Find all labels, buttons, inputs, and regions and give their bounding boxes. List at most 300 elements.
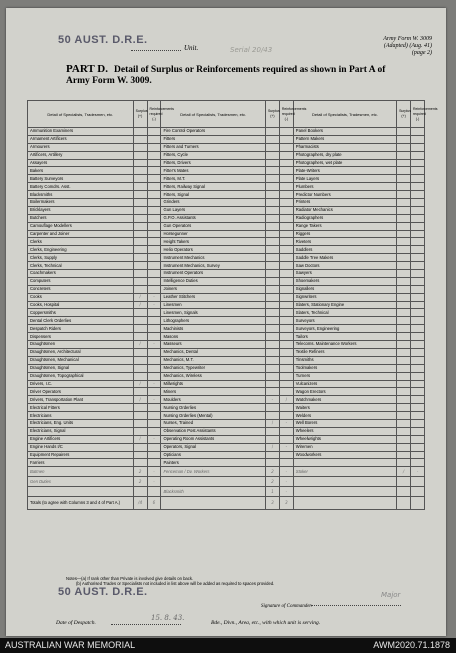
trade-cell: Bakers — [28, 167, 134, 175]
table-row — [28, 435, 425, 443]
surplus-cell — [133, 317, 147, 325]
trade-cell: Fire Control Operators — [161, 128, 265, 136]
reinforcement-cell — [147, 427, 161, 435]
trade-cell: Butchers — [28, 214, 134, 222]
handwritten-trade: Batmen — [28, 467, 134, 477]
surplus-cell — [265, 214, 279, 222]
reinforcement-cell — [147, 230, 161, 238]
surplus-cell — [397, 333, 411, 341]
trade-cell: Clerks — [28, 238, 134, 246]
trade-cell: Surveyors — [293, 317, 396, 325]
reinforcement-cell — [279, 404, 293, 412]
unit-label: Unit. — [184, 44, 199, 52]
surplus-cell — [265, 262, 279, 270]
reinforcement-cell — [147, 309, 161, 317]
surplus-cell: / — [133, 293, 147, 301]
reinforcement-cell — [411, 427, 425, 435]
pencil-serial-note: Serial 20/43 — [230, 46, 273, 54]
handwritten-row — [28, 467, 425, 477]
handwritten-mark — [147, 487, 161, 497]
surplus-cell — [397, 230, 411, 238]
form-ref-line: (Adapted) (Aug. 41) — [383, 43, 432, 49]
reinforcement-cell — [279, 254, 293, 262]
table-row — [28, 451, 425, 459]
reinforcement-cell — [279, 356, 293, 364]
reinforcement-cell — [147, 175, 161, 183]
surplus-cell: / — [133, 301, 147, 309]
handwritten-mark — [411, 477, 425, 487]
trade-cell: Draughtsmen, Architectural — [28, 348, 134, 356]
trade-cell: Equipment Repairers — [28, 451, 134, 459]
unit-stamp: 50 AUST. D.R.E. — [58, 34, 148, 46]
surplus-cell — [265, 151, 279, 159]
trade-cell: Mechanics, Dental — [161, 348, 265, 356]
trade-cell: Plate-Writers — [293, 167, 396, 175]
surplus-cell — [265, 293, 279, 301]
surplus-cell — [397, 285, 411, 293]
reinforcement-cell — [147, 285, 161, 293]
table-row — [28, 143, 425, 151]
trade-cell: Ammunition Examiners — [28, 128, 134, 136]
totals-reinforcements — [411, 497, 425, 510]
table-row — [28, 128, 425, 136]
col-header-surplus: Surplus (+) — [397, 101, 411, 128]
table-row — [28, 135, 425, 143]
trade-cell: Turners — [293, 372, 396, 380]
trade-cell: Vulcanizers — [293, 380, 396, 388]
surplus-cell: / — [265, 419, 279, 427]
trade-cell: Instrument Mechanics, Survey — [161, 262, 265, 270]
trade-cell: Painters — [161, 459, 265, 467]
reinforcement-cell — [147, 443, 161, 451]
surplus-cell — [133, 254, 147, 262]
reinforcement-cell — [279, 412, 293, 420]
reinforcement-cell — [147, 222, 161, 230]
table-row — [28, 206, 425, 214]
reinforcement-cell — [279, 214, 293, 222]
handwritten-row — [28, 477, 425, 487]
surplus-cell — [133, 238, 147, 246]
trade-cell: Saddle Tree Makers — [293, 254, 396, 262]
surplus-cell — [397, 238, 411, 246]
surplus-cell — [133, 183, 147, 191]
reinforcement-cell — [279, 435, 293, 443]
trade-cell: Masseurs — [161, 341, 265, 349]
trade-cell: Fitters, Drivers — [161, 159, 265, 167]
trade-cell: Battery Surveyors — [28, 175, 134, 183]
trade-cell: Waiters — [293, 404, 396, 412]
surplus-cell — [133, 443, 147, 451]
reinforcement-cell — [411, 238, 425, 246]
trade-cell: Cooks, Hospital — [28, 301, 134, 309]
reinforcement-cell — [147, 459, 161, 467]
trade-cell: Fitters, Cycle — [161, 151, 265, 159]
reinforcement-cell — [411, 262, 425, 270]
trade-cell: Riggers — [293, 230, 396, 238]
handwritten-trade: Gen Duties — [28, 477, 134, 487]
table-row — [28, 341, 425, 349]
trade-cell: Sawyers — [293, 270, 396, 278]
reinforcement-cell — [411, 356, 425, 364]
trade-cell: Millwrights — [161, 380, 265, 388]
trade-cell: Wheelwrights — [293, 435, 396, 443]
trade-cell: Shoemakers — [293, 277, 396, 285]
reinforcement-cell — [411, 151, 425, 159]
surplus-cell — [397, 199, 411, 207]
reinforcement-cell — [279, 175, 293, 183]
surplus-cell — [265, 254, 279, 262]
surplus-cell — [133, 159, 147, 167]
handwritten-mark: / — [397, 467, 411, 477]
surplus-cell — [265, 222, 279, 230]
surplus-cell — [133, 206, 147, 214]
surplus-cell — [265, 412, 279, 420]
reinforcement-cell — [411, 128, 425, 136]
surplus-cell — [133, 135, 147, 143]
totals-surplus — [397, 497, 411, 510]
reinforcement-cell — [279, 380, 293, 388]
reinforcement-cell — [279, 230, 293, 238]
col-header-detail: Detail of Specialists, Tradesmen, etc. — [28, 101, 134, 128]
surplus-cell — [397, 293, 411, 301]
reinforcement-cell — [279, 325, 293, 333]
handwritten-trade — [161, 477, 265, 487]
trade-cell: Operators, Signal — [161, 443, 265, 451]
table-row — [28, 380, 425, 388]
trade-cell: Engine Hands I/C — [28, 443, 134, 451]
title-part: PART D. — [66, 63, 108, 75]
reinforcement-cell — [279, 285, 293, 293]
reinforcement-cell — [147, 199, 161, 207]
trade-cell: Wheelers — [293, 427, 396, 435]
reinforcement-cell — [411, 443, 425, 451]
trade-cell: Blacksmiths — [28, 191, 134, 199]
surplus-cell — [265, 309, 279, 317]
surplus-cell — [397, 388, 411, 396]
table-row — [28, 443, 425, 451]
table-row — [28, 254, 425, 262]
surplus-cell — [265, 380, 279, 388]
reinforcement-cell — [279, 151, 293, 159]
reinforcement-cell: - — [147, 380, 161, 388]
reinforcement-cell: - — [279, 443, 293, 451]
table-row — [28, 293, 425, 301]
table-row — [28, 388, 425, 396]
reinforcement-cell — [279, 348, 293, 356]
trade-cell: Textile Refiners — [293, 348, 396, 356]
trade-cell: Fitters, Signal — [161, 191, 265, 199]
surplus-cell — [265, 143, 279, 151]
specialists-table — [27, 100, 438, 510]
surplus-cell — [397, 348, 411, 356]
trade-cell: Armourers — [28, 143, 134, 151]
surplus-cell — [133, 348, 147, 356]
surplus-cell — [397, 309, 411, 317]
trade-cell: Grinders — [161, 199, 265, 207]
reinforcement-cell — [279, 199, 293, 207]
trade-cell: Concreters — [28, 285, 134, 293]
table-row — [28, 309, 425, 317]
surplus-cell — [397, 206, 411, 214]
reinforcement-cell: - — [147, 293, 161, 301]
reinforcement-cell — [411, 435, 425, 443]
reinforcement-cell — [411, 364, 425, 372]
surplus-cell — [265, 277, 279, 285]
trade-cell: Bricklayers — [28, 206, 134, 214]
totals-blank — [161, 497, 265, 510]
surplus-cell — [397, 341, 411, 349]
handwritten-mark: 2 — [265, 467, 279, 477]
reinforcement-cell — [279, 309, 293, 317]
reinforcement-cell — [279, 372, 293, 380]
trade-cell: Opticians — [161, 451, 265, 459]
surplus-cell — [397, 301, 411, 309]
reinforcement-cell — [279, 128, 293, 136]
surplus-cell — [265, 435, 279, 443]
surplus-cell — [265, 301, 279, 309]
surplus-cell — [133, 214, 147, 222]
trade-cell: Miners — [161, 388, 265, 396]
handwritten-mark: - — [279, 487, 293, 497]
reinforcement-cell — [147, 364, 161, 372]
trade-cell: Fitters, Railway Signal — [161, 183, 265, 191]
reinforcement-cell: - — [147, 301, 161, 309]
form-title — [66, 64, 386, 87]
reinforcement-cell — [147, 191, 161, 199]
reinforcement-cell — [411, 396, 425, 404]
reinforcement-cell — [279, 270, 293, 278]
trade-cell: Tinsmiths — [293, 356, 396, 364]
reinforcement-cell — [411, 380, 425, 388]
date-value: 15. 8. 43. — [151, 614, 185, 622]
reinforcement-cell — [411, 183, 425, 191]
totals-row — [28, 497, 425, 510]
handwritten-mark: - — [279, 467, 293, 477]
table-row — [28, 191, 425, 199]
reinforcement-cell — [279, 191, 293, 199]
col-header-detail: Detail of Specialists, Tradesmen, etc. — [161, 101, 265, 128]
trade-cell: Saddlers — [293, 246, 396, 254]
reinforcement-cell — [411, 230, 425, 238]
surplus-cell — [397, 246, 411, 254]
bde-label: Bde., Divn., Area, etc., with which unit is serving. — [211, 620, 321, 626]
col-header-surplus: Surplus (+) — [133, 101, 147, 128]
surplus-cell — [133, 191, 147, 199]
surplus-cell — [133, 459, 147, 467]
trade-cell: Electricians, Signal — [28, 427, 134, 435]
surplus-cell — [397, 135, 411, 143]
reinforcement-cell — [279, 427, 293, 435]
trade-cell: Coachmakers — [28, 270, 134, 278]
table-row — [28, 246, 425, 254]
trade-cell: Linesmen — [161, 301, 265, 309]
surplus-cell — [265, 404, 279, 412]
trade-cell: Surveyors, Engineering — [293, 325, 396, 333]
trade-cell — [293, 459, 396, 467]
surplus-cell — [133, 333, 147, 341]
trade-cell: Camouflage Modellers — [28, 222, 134, 230]
title-text: Detail of Surplus or Reinforcements required as shown in Part A of Army Form W. 3009. — [66, 65, 386, 86]
trade-cell: Linesmen, Signals — [161, 309, 265, 317]
trade-cell: Battery Comdrs. Asst. — [28, 183, 134, 191]
surplus-cell — [265, 333, 279, 341]
trade-cell: Machinists — [161, 325, 265, 333]
surplus-cell — [133, 199, 147, 207]
trade-cell: Operating Room Assistants — [161, 435, 265, 443]
trade-cell: Armament Artificers — [28, 135, 134, 143]
trade-cell: Clerks, Supply — [28, 254, 134, 262]
handwritten-mark — [133, 487, 147, 497]
surplus-cell — [397, 270, 411, 278]
surplus-cell — [133, 419, 147, 427]
surplus-cell — [265, 167, 279, 175]
surplus-cell — [265, 364, 279, 372]
trade-cell: Pattern Makers — [293, 135, 396, 143]
surplus-cell — [133, 364, 147, 372]
handwritten-mark: 2 — [265, 477, 279, 487]
surplus-cell — [265, 206, 279, 214]
reinforcement-cell — [411, 341, 425, 349]
reinforcement-cell — [147, 246, 161, 254]
surplus-cell — [397, 325, 411, 333]
col-header-reinforcements: Reinforcements required (-) — [411, 101, 425, 128]
handwritten-trade: Blacksmith — [161, 487, 265, 497]
reinforcement-cell — [411, 459, 425, 467]
surplus-cell — [397, 143, 411, 151]
trade-cell: Boilermakers — [28, 199, 134, 207]
surplus-cell — [397, 435, 411, 443]
surplus-cell — [265, 459, 279, 467]
reinforcement-cell — [279, 451, 293, 459]
surplus-cell — [133, 270, 147, 278]
handwritten-trade — [293, 477, 396, 487]
surplus-cell — [397, 372, 411, 380]
surplus-cell — [133, 427, 147, 435]
reinforcement-cell — [279, 246, 293, 254]
surplus-cell — [397, 128, 411, 136]
reinforcement-cell — [147, 419, 161, 427]
surplus-cell — [133, 451, 147, 459]
reinforcement-cell — [411, 246, 425, 254]
surplus-cell — [265, 128, 279, 136]
trade-cell: Dental Clerk Orderlies — [28, 317, 134, 325]
trade-cell: Fitter's Mates — [161, 167, 265, 175]
reinforcement-cell — [279, 364, 293, 372]
surplus-cell — [397, 159, 411, 167]
reinforcement-cell — [411, 293, 425, 301]
surplus-cell: / — [265, 443, 279, 451]
table-row — [28, 262, 425, 270]
surplus-cell — [133, 230, 147, 238]
table-row — [28, 159, 425, 167]
trade-cell: Carpenter and Joiner — [28, 230, 134, 238]
trade-cell: Artificers, Artillery — [28, 151, 134, 159]
totals-reinforcements: 6 — [147, 497, 161, 510]
table-row — [28, 333, 425, 341]
reinforcement-cell — [279, 317, 293, 325]
reinforcement-cell — [279, 183, 293, 191]
surplus-cell — [265, 175, 279, 183]
surplus-cell — [133, 277, 147, 285]
form-page — [6, 8, 446, 636]
surplus-cell — [265, 238, 279, 246]
trade-cell: Mechanics, Wireless — [161, 372, 265, 380]
surplus-cell — [133, 404, 147, 412]
table-row — [28, 356, 425, 364]
form-ref-line: Army Form W. 3009 — [383, 36, 432, 42]
table-row — [28, 459, 425, 467]
handwritten-trade: Stoker — [293, 467, 396, 477]
trade-cell: Coppersmiths — [28, 309, 134, 317]
trade-cell: Drivers, I.C. — [28, 380, 134, 388]
trade-cell: Electrical Fitters — [28, 404, 134, 412]
handwritten-mark: - — [147, 477, 161, 487]
trade-cell: Fitters, M.T. — [161, 175, 265, 183]
table-row — [28, 277, 425, 285]
table-header — [28, 101, 425, 128]
trade-cell: Riveters — [293, 238, 396, 246]
trade-cell: Slaters, Stationary Engine — [293, 301, 396, 309]
surplus-cell — [133, 309, 147, 317]
trade-cell: Electricians — [28, 412, 134, 420]
trade-cell: Instrument Mechanics — [161, 254, 265, 262]
surplus-cell — [265, 191, 279, 199]
surplus-cell — [265, 135, 279, 143]
reinforcement-cell — [411, 159, 425, 167]
handwritten-trade: Fenceman / Dv. Workers — [161, 467, 265, 477]
surplus-cell — [397, 459, 411, 467]
reinforcement-cell — [411, 372, 425, 380]
trade-cell: Nursing Orderlies (Mental) — [161, 412, 265, 420]
surplus-cell — [397, 214, 411, 222]
handwritten-trade — [293, 487, 396, 497]
trade-cell: Leather Stitchers — [161, 293, 265, 301]
handwritten-mark — [397, 487, 411, 497]
surplus-cell — [397, 277, 411, 285]
trade-cell: Instrument Operators — [161, 270, 265, 278]
reinforcement-cell — [147, 159, 161, 167]
reinforcement-cell — [411, 199, 425, 207]
trade-cell: Farriers — [28, 459, 134, 467]
surplus-cell — [397, 151, 411, 159]
surplus-cell — [397, 167, 411, 175]
reinforcement-cell — [147, 151, 161, 159]
trade-cell: Welders — [293, 412, 396, 420]
table-row — [28, 427, 425, 435]
trade-cell: Draughtsmen — [28, 341, 134, 349]
reinforcement-cell — [147, 270, 161, 278]
surplus-cell: - — [265, 396, 279, 404]
surplus-cell — [397, 419, 411, 427]
reinforcement-cell — [147, 372, 161, 380]
reinforcement-cell — [279, 459, 293, 467]
trade-cell: Mechanics, M.T. — [161, 356, 265, 364]
trade-cell: Draughtsmen, Topographical — [28, 372, 134, 380]
surplus-cell — [133, 356, 147, 364]
surplus-cell — [133, 372, 147, 380]
trade-cell: Wiremen — [293, 443, 396, 451]
totals-reinforcements: 3 — [279, 497, 293, 510]
reinforcement-cell — [411, 317, 425, 325]
reinforcement-cell — [147, 206, 161, 214]
surplus-cell — [397, 175, 411, 183]
reinforcement-cell — [147, 214, 161, 222]
reinforcement-cell: - — [147, 341, 161, 349]
handwritten-trade — [28, 487, 134, 497]
reinforcement-cell — [279, 159, 293, 167]
table-row — [28, 230, 425, 238]
trade-cell: Range Takers — [293, 222, 396, 230]
